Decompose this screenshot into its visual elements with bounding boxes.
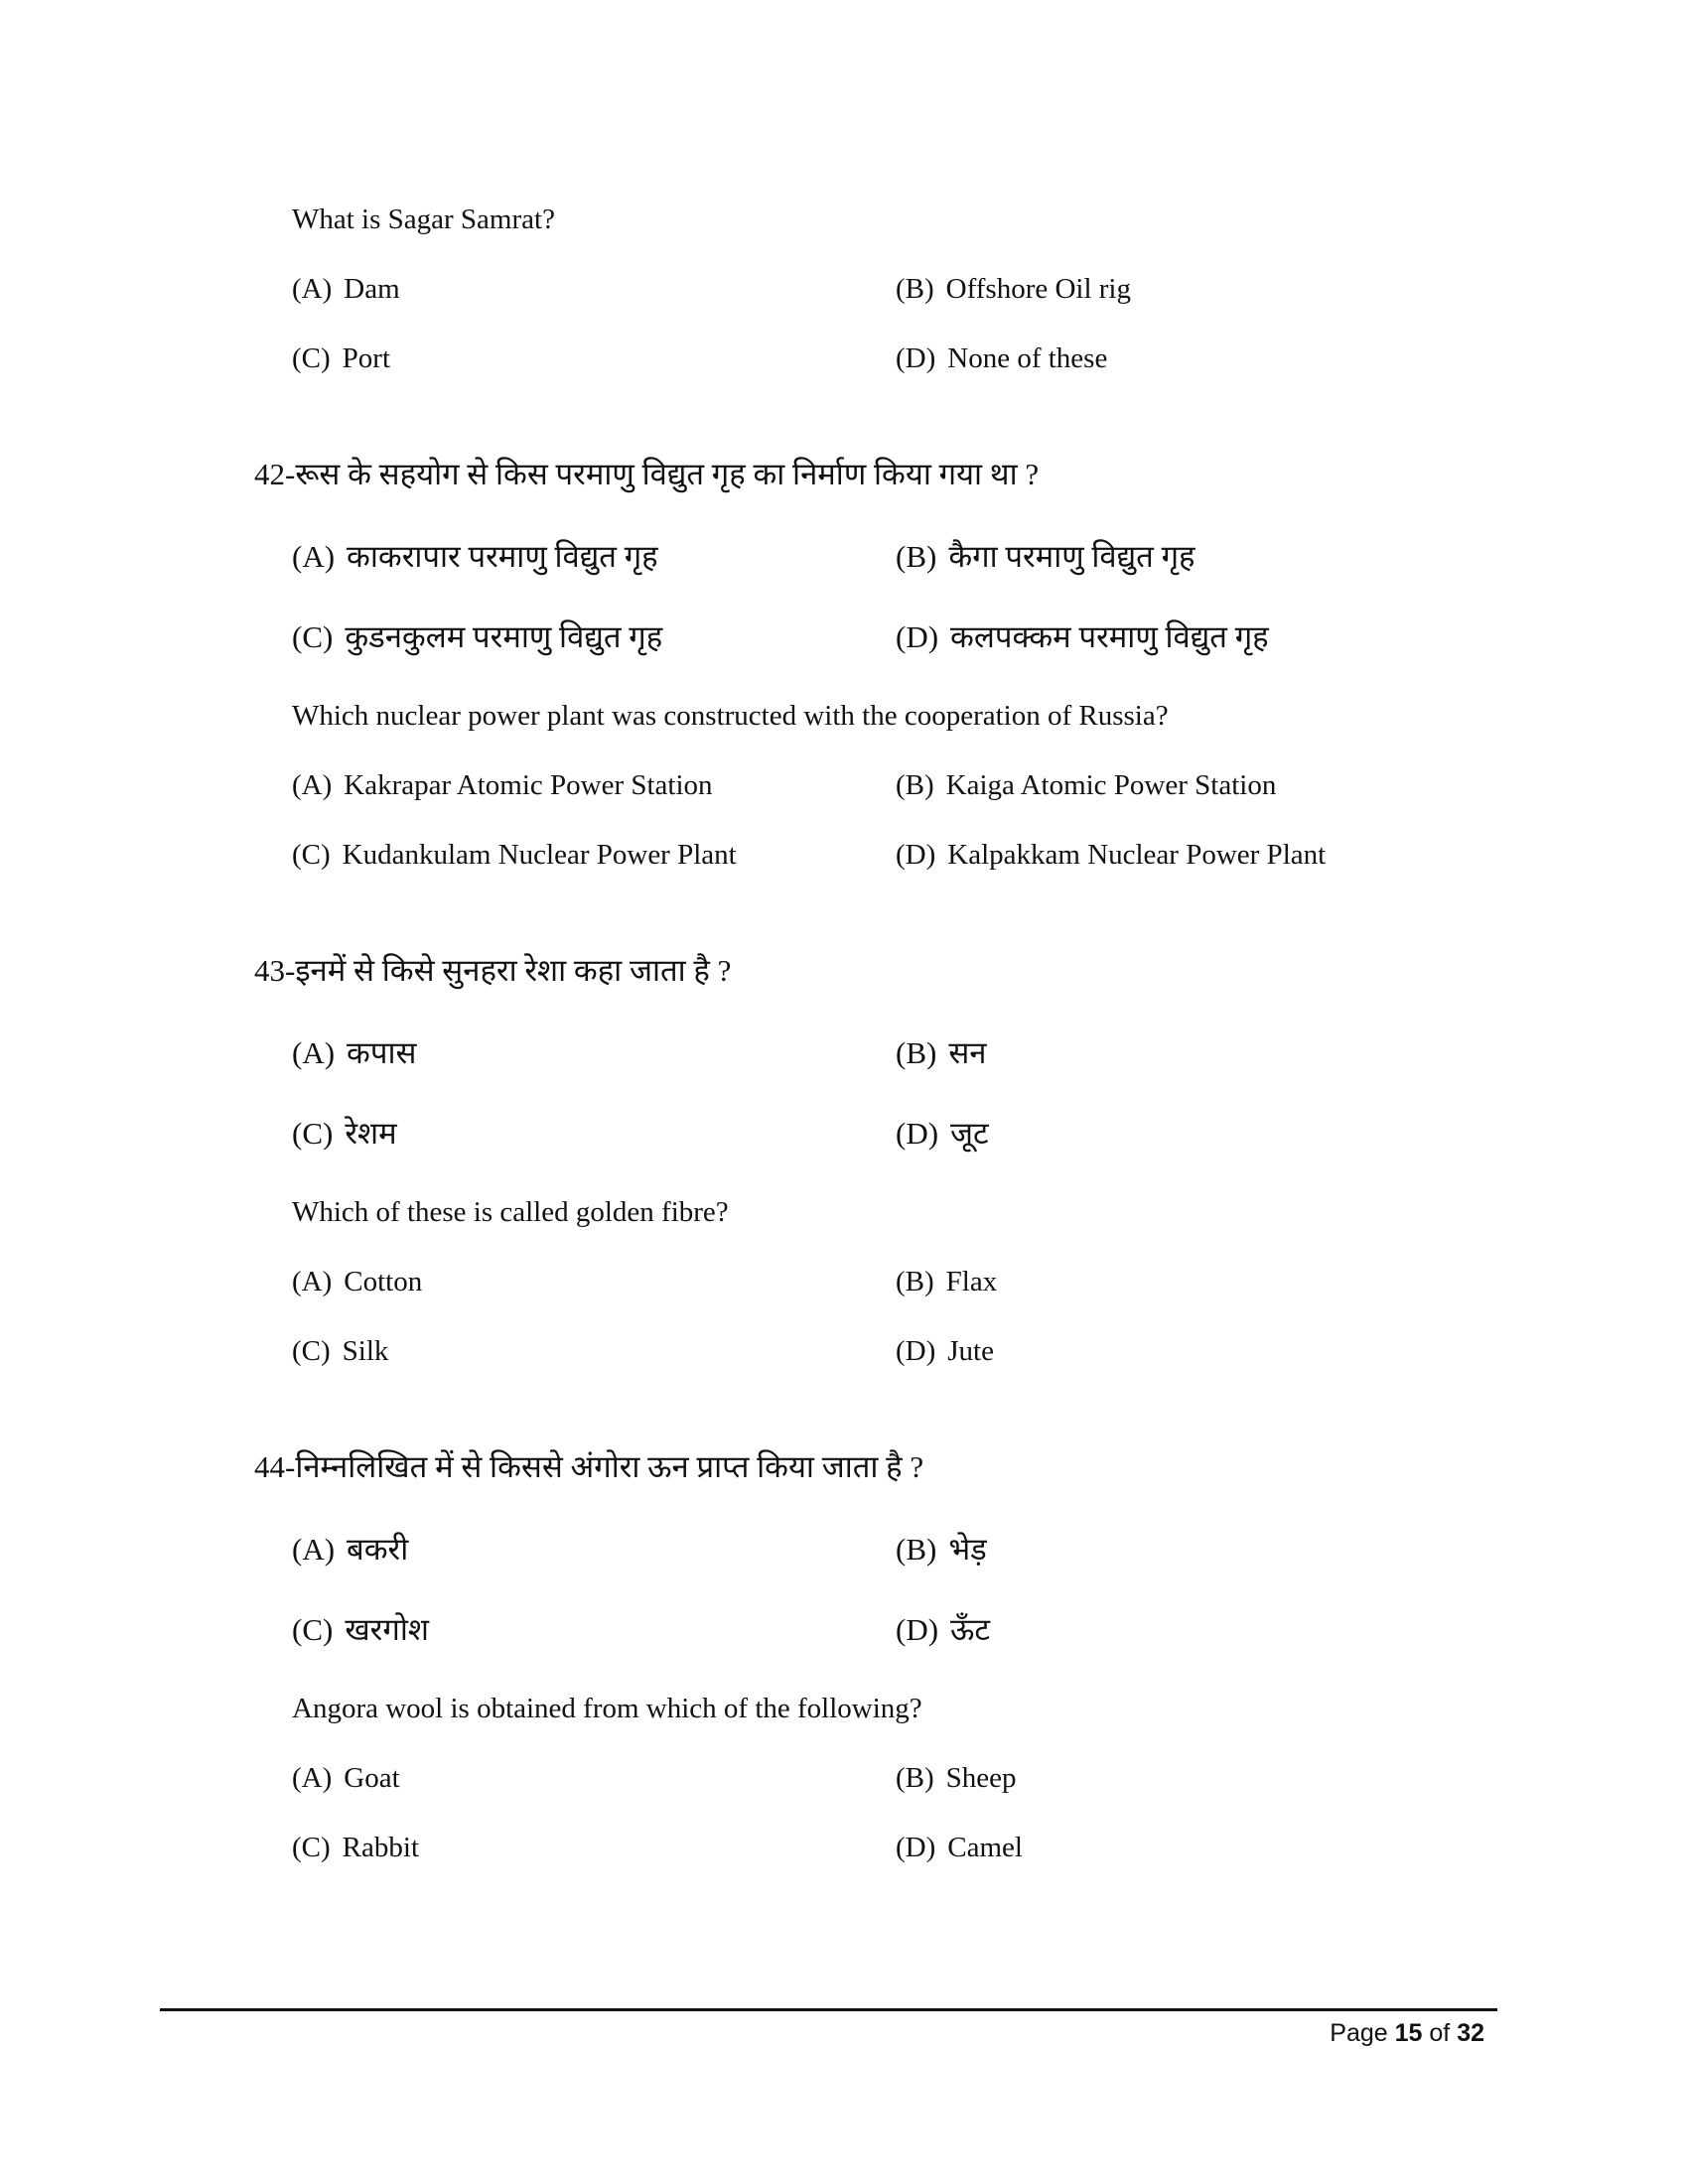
option-q43-en_options-1 [896, 1264, 997, 1299]
option-text: रेशम [345, 1116, 397, 1151]
option-q44-hi_options-3 [896, 1612, 990, 1648]
option-label: (C) [292, 1116, 334, 1151]
option-q42-hi_options-3 [896, 619, 1269, 655]
question-text: Which of these is called golden fibre? [292, 1196, 729, 1228]
question-q43-english [292, 1194, 729, 1230]
option-label: (D) [896, 1116, 939, 1151]
question-number: 42- [254, 457, 296, 491]
option-text: कैगा परमाणु विद्युत गृह [948, 539, 1196, 574]
option-q43-en_options-0 [292, 1264, 422, 1299]
option-q43-hi_options-1 [896, 1035, 987, 1071]
option-q42-hi_options-1 [896, 539, 1196, 575]
option-text: Silk [342, 1335, 389, 1367]
option-text: Kudankulam Nuclear Power Plant [342, 839, 737, 871]
current-page: 15 [1394, 2019, 1423, 2047]
option-label: (D) [896, 342, 936, 374]
option-q41-en_options-1 [896, 271, 1131, 307]
option-text: खरगोश [345, 1612, 429, 1647]
option-q43-en_options-2 [292, 1333, 388, 1369]
option-text: Cotton [344, 1266, 423, 1297]
option-label: (B) [896, 1266, 934, 1297]
option-text: Rabbit [342, 1832, 420, 1863]
option-label: (D) [896, 619, 939, 654]
option-text: कपास [347, 1035, 417, 1070]
option-q42-en_options-3 [896, 837, 1326, 873]
question-q42-english [292, 698, 1169, 734]
option-label: (A) [292, 539, 336, 574]
option-q42-hi_options-0 [292, 539, 658, 575]
option-label: (D) [896, 1335, 936, 1367]
option-label: (C) [292, 619, 334, 654]
question-q44-hindi [254, 1449, 923, 1485]
option-label: (A) [292, 1762, 333, 1794]
option-label: (C) [292, 1335, 331, 1367]
option-label: (B) [896, 769, 934, 801]
option-text: Jute [947, 1335, 994, 1367]
option-text: Kakrapar Atomic Power Station [344, 769, 713, 801]
question-text: रूस के सहयोग से किस परमाणु विद्युत गृह का निर्माण किया गया था ? [295, 457, 1040, 491]
page-word: Page [1330, 2019, 1388, 2047]
option-q43-en_options-3 [896, 1333, 994, 1369]
option-q44-hi_options-1 [896, 1532, 987, 1568]
option-q44-en_options-3 [896, 1830, 1023, 1865]
question-number: 44- [254, 1449, 296, 1484]
question-text: Angora wool is obtained from which of the following? [292, 1693, 922, 1724]
option-label: (A) [292, 273, 333, 305]
question-q42-hindi [254, 457, 1039, 492]
option-text: बकरी [347, 1532, 409, 1567]
option-label: (B) [896, 273, 934, 305]
option-text: Kalpakkam Nuclear Power Plant [947, 839, 1327, 871]
option-label: (A) [292, 769, 333, 801]
option-text: Port [342, 342, 391, 374]
total-pages: 32 [1457, 2019, 1484, 2047]
option-text: कलपक्कम परमाणु विद्युत गृह [950, 619, 1269, 654]
option-label: (C) [292, 839, 331, 871]
option-q43-hi_options-0 [292, 1035, 416, 1071]
option-label: (C) [292, 1832, 331, 1863]
option-text: Flax [945, 1266, 998, 1297]
page-number [1330, 2019, 1484, 2048]
option-text: Offshore Oil rig [945, 273, 1131, 305]
option-label: (D) [896, 1612, 939, 1647]
option-q42-en_options-1 [896, 767, 1276, 803]
option-q44-hi_options-0 [292, 1532, 408, 1568]
question-text: निम्नलिखित में से किससे अंगोरा ऊन प्राप्त किया जाता है ? [295, 1449, 924, 1484]
option-q43-hi_options-2 [292, 1116, 397, 1152]
option-label: (B) [896, 1762, 934, 1794]
question-text: Which nuclear power plant was constructed with the cooperation of Russia? [292, 700, 1169, 732]
question-text: इनमें से किसे सुनहरा रेशा कहा जाता है ? [295, 953, 732, 988]
option-text: ऊँट [950, 1612, 991, 1647]
option-text: सन [948, 1035, 987, 1070]
option-q44-en_options-0 [292, 1760, 400, 1796]
option-text: Goat [344, 1762, 400, 1794]
option-q41-en_options-3 [896, 341, 1107, 376]
option-label: (C) [292, 1612, 334, 1647]
option-label: (D) [896, 1832, 936, 1863]
option-q42-en_options-2 [292, 837, 737, 873]
option-label: (A) [292, 1266, 333, 1297]
option-label: (B) [896, 1035, 937, 1070]
option-text: None of these [947, 342, 1108, 374]
option-text: जूट [950, 1116, 989, 1151]
question-number: 43- [254, 953, 296, 988]
option-text: Camel [947, 1832, 1023, 1863]
option-text: Dam [344, 273, 400, 305]
option-label: (B) [896, 539, 937, 574]
option-q44-hi_options-2 [292, 1612, 429, 1648]
option-text: काकरापार परमाणु विद्युत गृह [347, 539, 658, 574]
option-q41-en_options-2 [292, 341, 390, 376]
option-text: कुडनकुलम परमाणु विद्युत गृह [345, 619, 663, 654]
option-q44-en_options-1 [896, 1760, 1017, 1796]
option-q41-en_options-0 [292, 271, 400, 307]
option-label: (D) [896, 839, 936, 871]
of-word: of [1429, 2019, 1451, 2047]
option-text: Kaiga Atomic Power Station [945, 769, 1277, 801]
question-q44-english [292, 1691, 922, 1726]
option-label: (B) [896, 1532, 937, 1567]
option-q44-en_options-2 [292, 1830, 419, 1865]
option-label: (C) [292, 342, 331, 374]
option-text: भेड़ [948, 1532, 987, 1567]
option-text: Sheep [945, 1762, 1017, 1794]
question-text: What is Sagar Samrat? [292, 204, 555, 235]
question-41-english [292, 202, 555, 237]
option-q42-hi_options-2 [292, 619, 662, 655]
option-label: (A) [292, 1532, 336, 1567]
option-q42-en_options-0 [292, 767, 713, 803]
option-q43-hi_options-3 [896, 1116, 989, 1152]
question-q43-hindi [254, 953, 731, 989]
footer-divider [160, 2008, 1497, 2011]
option-label: (A) [292, 1035, 336, 1070]
